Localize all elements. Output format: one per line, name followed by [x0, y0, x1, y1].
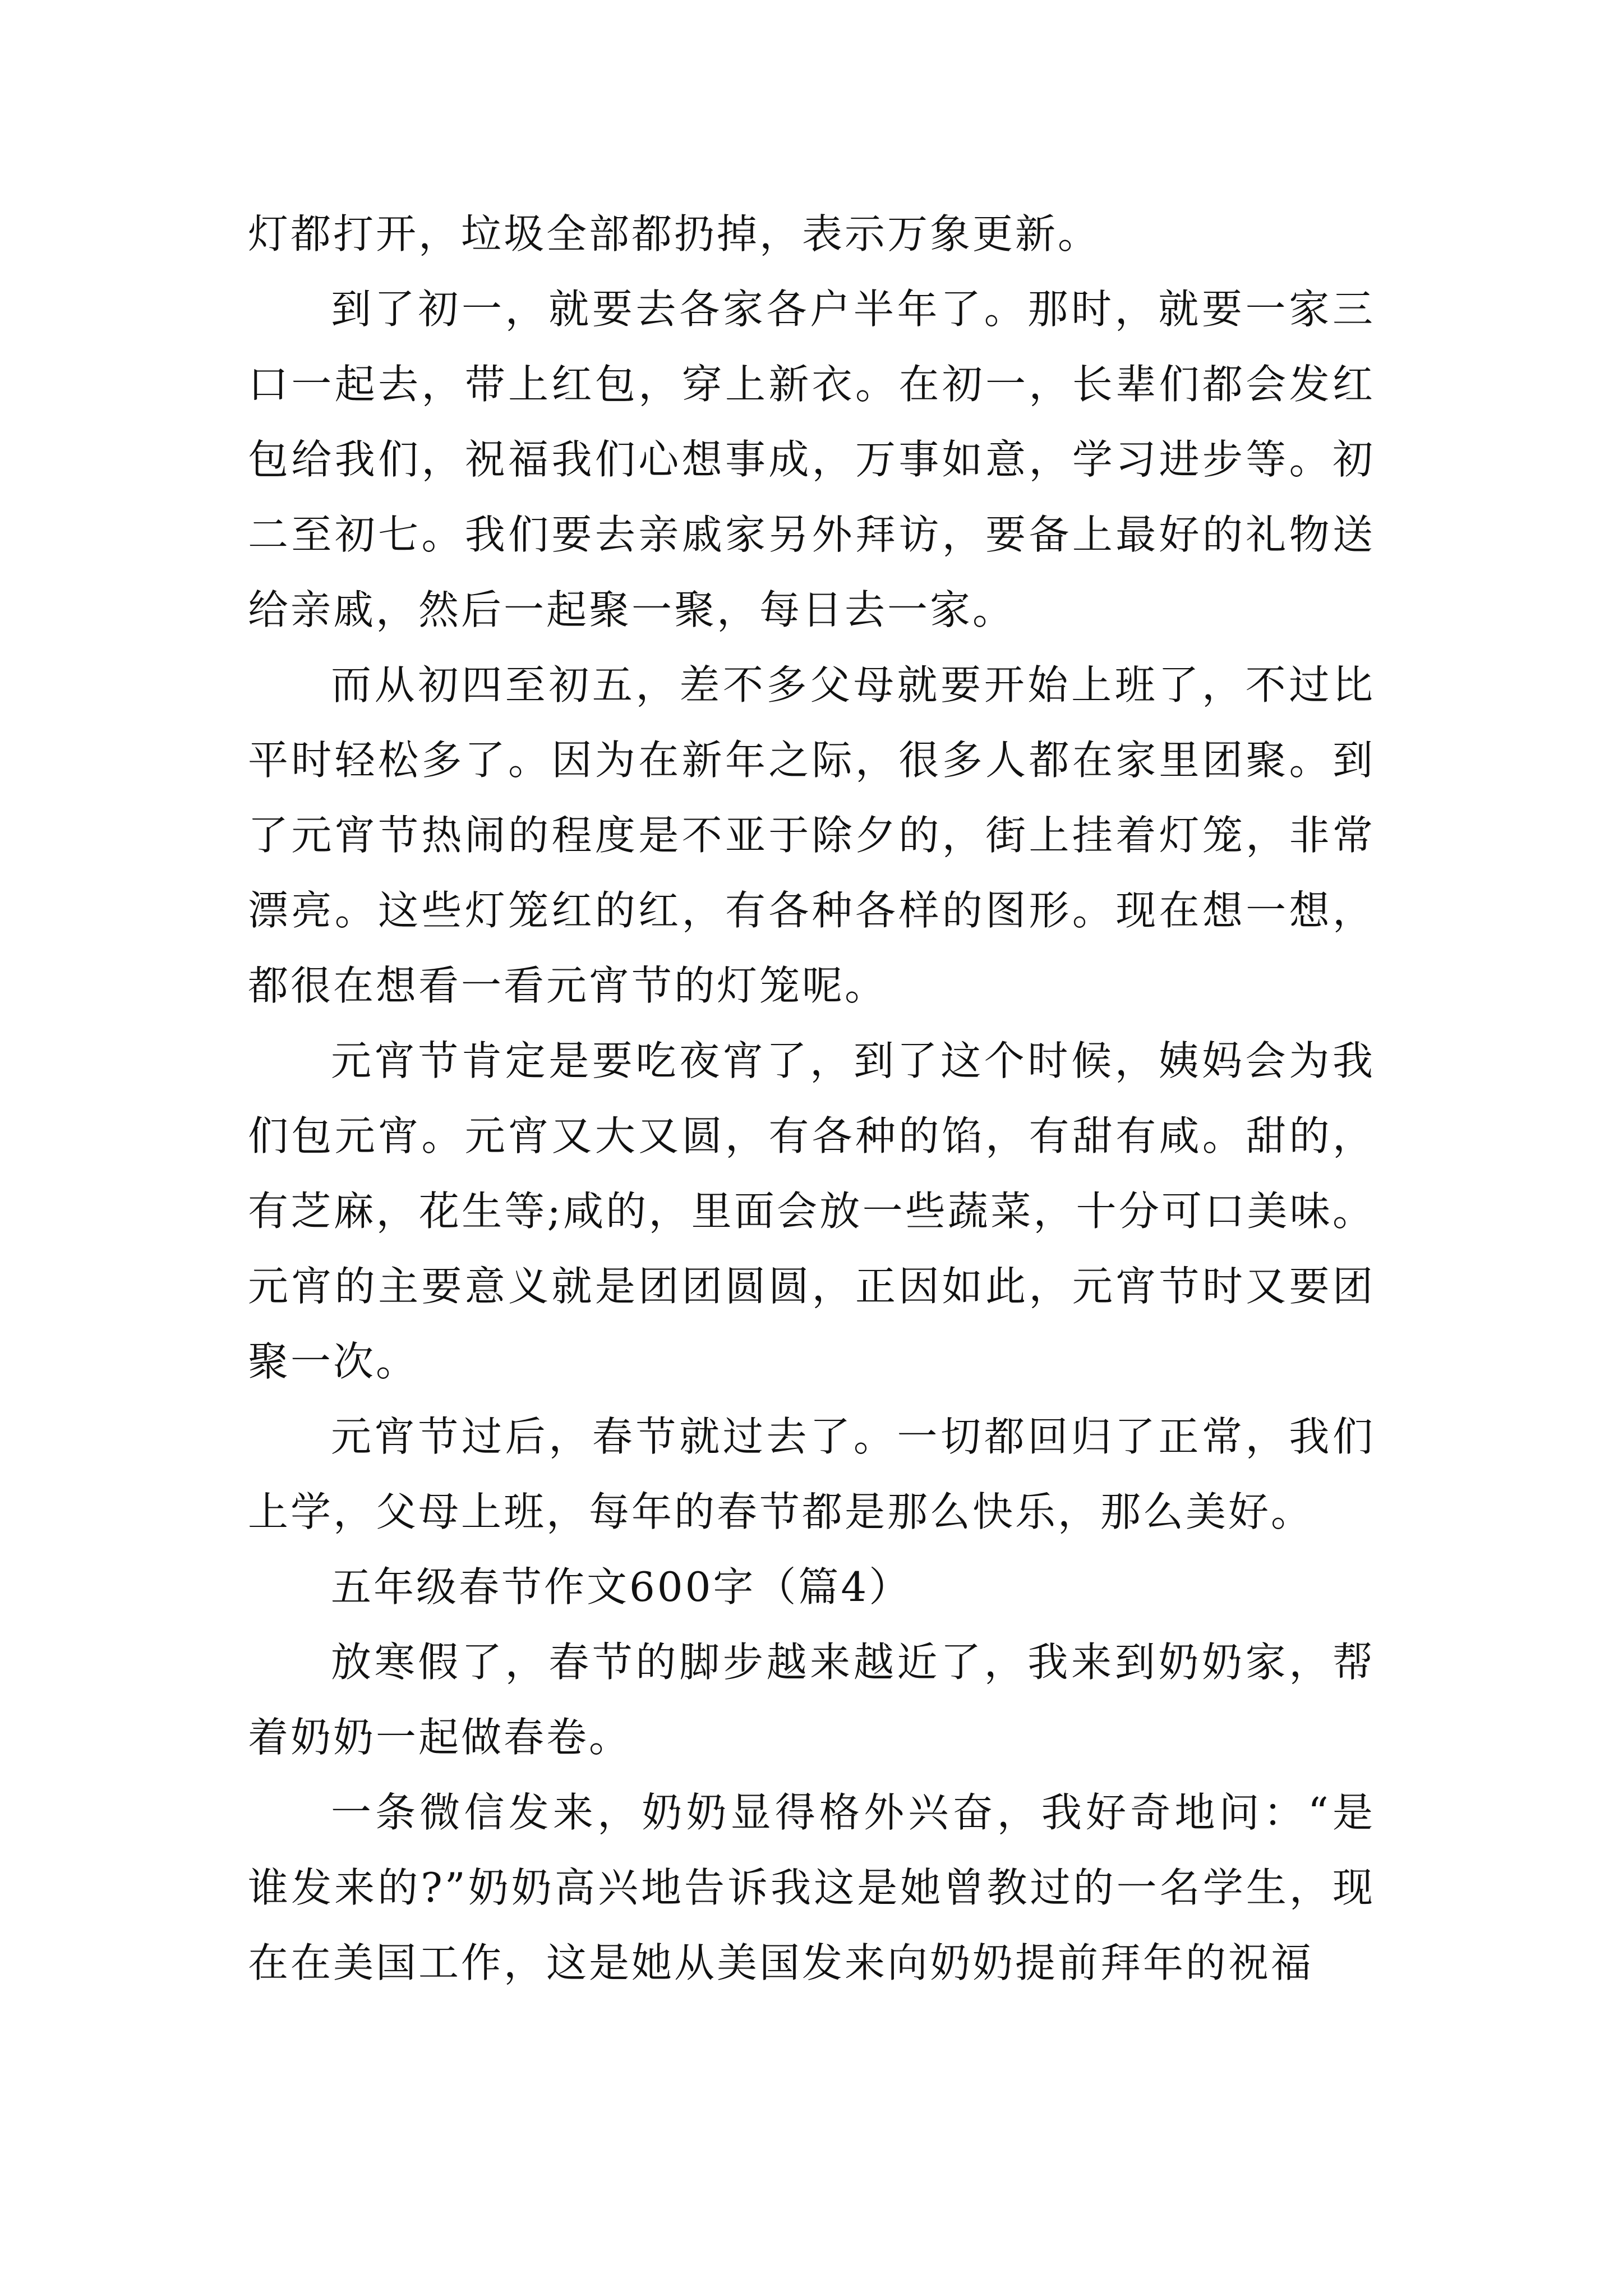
paragraph-7: 一条微信发来，奶奶显得格外兴奋，我好奇地问：“是谁发来的?”奶奶高兴地告诉我这是她曾教过的一名学生，现在在美国工作，这是她从美国发来向奶奶提前拜年的祝福: [248, 1789, 1375, 1986]
paragraph-6: 放寒假了，春节的脚步越来越近了，我来到奶奶家，帮着奶奶一起做春卷。: [248, 1639, 1375, 1761]
body-text: [248, 196, 1375, 2000]
section-heading: 五年级春节作文600字（篇4）: [331, 1563, 912, 1611]
paragraph-4: 元宵节肯定是要吃夜宵了，到了这个时候，姨妈会为我们包元宵。元宵又大又圆，有各种的馅，有甜有咸。甜的，有芝麻，花生等;咸的，里面会放一些蔬菜，十分可口美味。元宵的主要意义就是团团圆圆，正因如此，元宵节时又要团聚一次。: [248, 1037, 1375, 1385]
paragraph-2: 到了初一，就要去各家各户半年了。那时，就要一家三口一起去，带上红包，穿上新衣。在初一，长辈们都会发红包给我们，祝福我们心想事成，万事如意，学习进步等。初二至初七。我们要去亲戚家另外拜访，要备上最好的礼物送给亲戚，然后一起聚一聚，每日去一家。: [248, 286, 1375, 633]
paragraph-5: 元宵节过后，春节就过去了。一切都回归了正常，我们上学，父母上班，每年的春节都是那么快乐，那么美好。: [248, 1413, 1375, 1535]
paragraph-3: 而从初四至初五，差不多父母就要开始上班了，不过比平时轻松多了。因为在新年之际，很多人都在家里团聚。到了元宵节热闹的程度是不亚于除夕的，街上挂着灯笼，非常漂亮。这些灯笼红的红，有各种各样的图形。现在想一想，都很在想看一看元宵节的灯笼呢。: [248, 661, 1375, 1009]
paragraph-1: 灯都打开，垃圾全部都扔掉，表示万象更新。: [248, 210, 1101, 257]
